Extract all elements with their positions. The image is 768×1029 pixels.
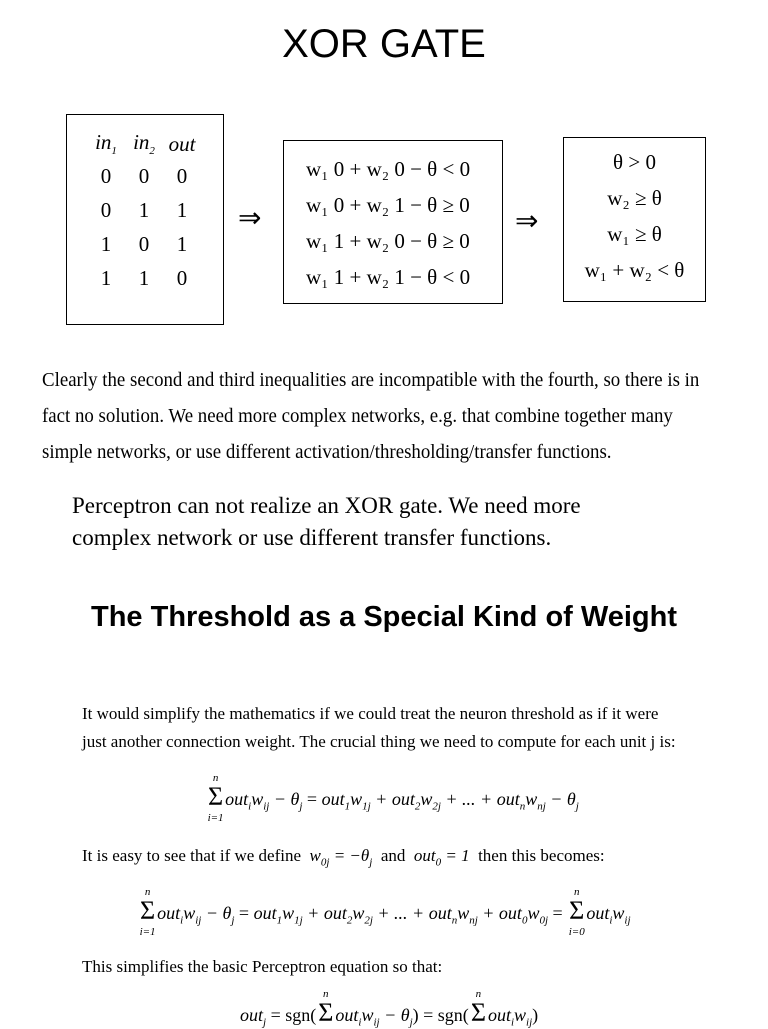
- truth-table-header: [87, 129, 201, 159]
- simplify-line: This simplifies the basic Perceptron equation so that:: [82, 957, 443, 976]
- table-cell: 0: [138, 163, 150, 188]
- definition-text-before: It is easy to see that if we define: [82, 846, 302, 865]
- summary-paragraph: [72, 490, 581, 554]
- table-cell: 0: [100, 163, 112, 188]
- table-row: [87, 159, 201, 193]
- table-row: [87, 261, 201, 295]
- intro-line: just another connection weight. The crucial thing we need to compute for each unit j is:: [82, 732, 676, 751]
- table-cell: 1: [100, 231, 112, 256]
- table-row: [87, 227, 201, 261]
- paragraph-line: complex network or use different transfer functions.: [72, 525, 552, 550]
- header-out: out: [168, 131, 196, 156]
- condition-line: θ > 0: [613, 150, 656, 174]
- summation-symbol: Σ n i=1: [207, 772, 224, 824]
- inequality-line: w₁ 0 + w₂ 1 − θ ≥ 0: [306, 193, 470, 217]
- condition-line: w₁ + w₂ < θ: [584, 258, 685, 282]
- paragraph-line: fact no solution. We need more complex networks, e.g. that combine together many: [42, 405, 673, 427]
- definition-line: [82, 846, 605, 868]
- paragraph-line: Perceptron can not realize an XOR gate. We need more: [72, 493, 581, 518]
- table-row: [87, 193, 201, 227]
- table-cell: 0: [176, 163, 188, 188]
- equation-perceptron-output: out$_j$ = sgn(Σ n $out_iw_{ij} - \theta_j) = sgn(\Sigma$ n $out_iw_{ij}$): [240, 988, 539, 1029]
- definition-text-after: then this becomes:: [478, 846, 605, 865]
- table-cell: 1: [100, 265, 112, 290]
- paragraph-line: simple networks, or use different activation/thresholding/transfer functions.: [42, 441, 612, 463]
- inequality-line: w₁ 1 + w₂ 1 − θ < 0: [306, 265, 471, 289]
- section-heading: The Threshold as a Special Kind of Weight: [91, 601, 677, 633]
- inequality-line: w₁ 0 + w₂ 0 − θ < 0: [306, 157, 471, 181]
- header-in2: $in_2$: [133, 130, 155, 158]
- inequalities-box: [283, 140, 503, 304]
- condition-line: w₁ ≥ θ: [607, 222, 662, 246]
- table-cell: 1: [176, 231, 188, 256]
- truth-table-box: [66, 114, 224, 325]
- conditions-box: [563, 137, 706, 302]
- definition-and: and: [380, 846, 406, 865]
- definition-w0j: $w_{0j} = -\theta_j$: [309, 846, 373, 869]
- condition-line: w₂ ≥ θ: [607, 186, 662, 210]
- table-cell: 0: [176, 265, 188, 290]
- inequality-line: w₁ 1 + w₂ 0 − θ ≥ 0: [306, 229, 470, 253]
- paragraph-line: Clearly the second and third inequalities are incompatible with the fourth, so there is in: [42, 369, 700, 391]
- definition-out0: out$_0$ = 1: [413, 846, 470, 869]
- table-cell: 0: [100, 197, 112, 222]
- summation-symbol: Σ n i=1: [139, 886, 156, 938]
- summation-symbol: Σ n i=0: [568, 886, 585, 938]
- summation-symbol: Σ n: [318, 988, 334, 1027]
- table-cell: 1: [138, 265, 150, 290]
- implies-arrow-1: ⇒: [238, 203, 262, 234]
- header-in1: $in_1$: [95, 130, 117, 158]
- equation-with-bias-weight: Σ n i=1 $out_iw_{ij} - \theta_j = out_1w_{1j} + out_2w_{2j}$ + ... + $out_nw_{nj} + out_0w_{0j} = \Sigma$ n i=0 $out_iw_{ij}$: [139, 886, 631, 938]
- table-cell: 1: [176, 197, 188, 222]
- intro-line: It would simplify the mathematics if we could treat the neuron threshold as if it were: [82, 704, 659, 723]
- summation-symbol: Σ n: [470, 988, 486, 1027]
- truth-table: [87, 129, 201, 295]
- implies-arrow-2: ⇒: [515, 206, 539, 237]
- table-cell: 1: [138, 197, 150, 222]
- explanation-paragraph: [42, 362, 700, 470]
- table-cell: 0: [138, 231, 150, 256]
- equation-weighted-sum: Σ n i=1 $out_iw_{ij} - \theta_j = out_1w_{1j} + out_2w_{2j}$ + ... + $out_nw_{nj} - \theta_j$: [207, 772, 579, 824]
- page-title: XOR GATE: [282, 22, 486, 66]
